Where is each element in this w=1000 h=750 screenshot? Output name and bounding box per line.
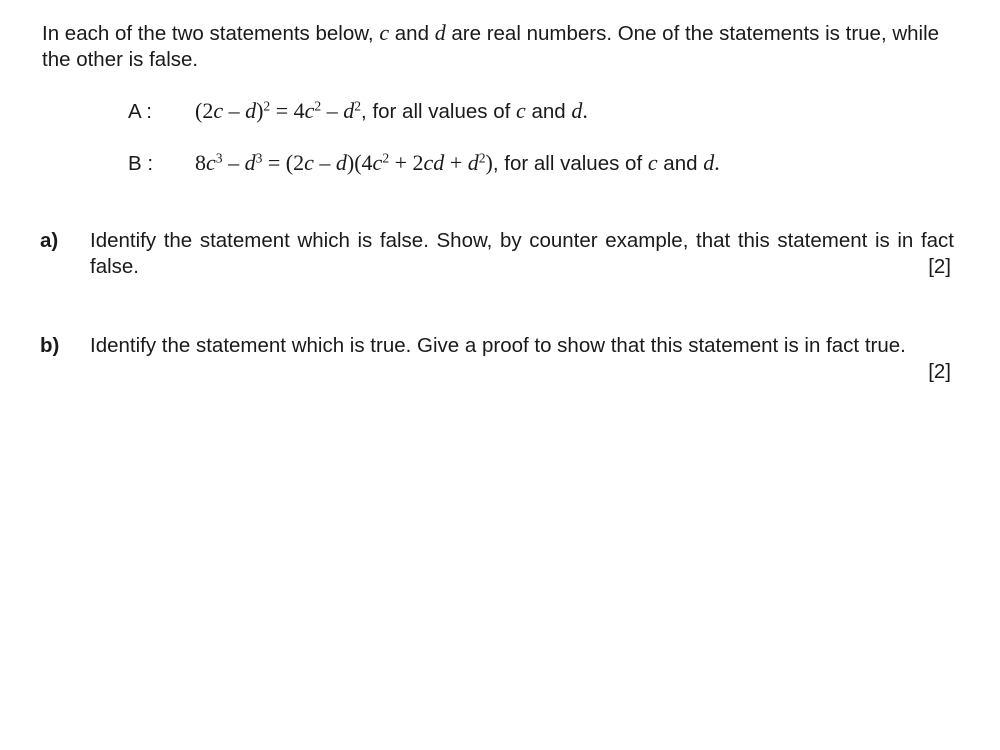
intro-text-1: In each of the two statements below, xyxy=(42,22,380,45)
statement-b xyxy=(128,150,720,177)
statement-a-condition: , for all values of c and d. xyxy=(361,98,588,123)
question-a-marks: [2] xyxy=(928,255,951,278)
intro-variable-d: d xyxy=(434,20,446,45)
intro-variable-c: c xyxy=(379,20,390,45)
intro-paragraph xyxy=(42,20,957,73)
statement-b-equation: $8c^3 - d^3 = (2c - d)(4c^2 + 2cd + d^2)$ xyxy=(195,150,493,175)
statement-a-label: A : xyxy=(128,100,152,123)
statement-b-condition: , for all values of c and d. xyxy=(492,150,720,175)
statement-a-equation: $(2c - d)^2 = 4c^2 - d^2$ xyxy=(195,98,362,123)
intro-text-3: are real numbers. One of the statements is true, while the other is false. xyxy=(42,22,940,71)
question-b-label: b) xyxy=(40,334,60,357)
question-a-label: a) xyxy=(40,229,59,252)
question-a xyxy=(40,228,955,280)
statement-a xyxy=(128,98,588,125)
question-b xyxy=(40,333,955,383)
statement-b-label: B : xyxy=(128,152,154,175)
question-b-text: Identify the statement which is true. Give a proof to show that this statement is in fact true. xyxy=(90,334,906,357)
question-b-marks: [2] xyxy=(928,360,951,383)
question-a-text: Identify the statement which is false. Show, by counter example, that this statement is in fact false. xyxy=(90,229,954,278)
intro-text-2: and xyxy=(389,22,435,45)
